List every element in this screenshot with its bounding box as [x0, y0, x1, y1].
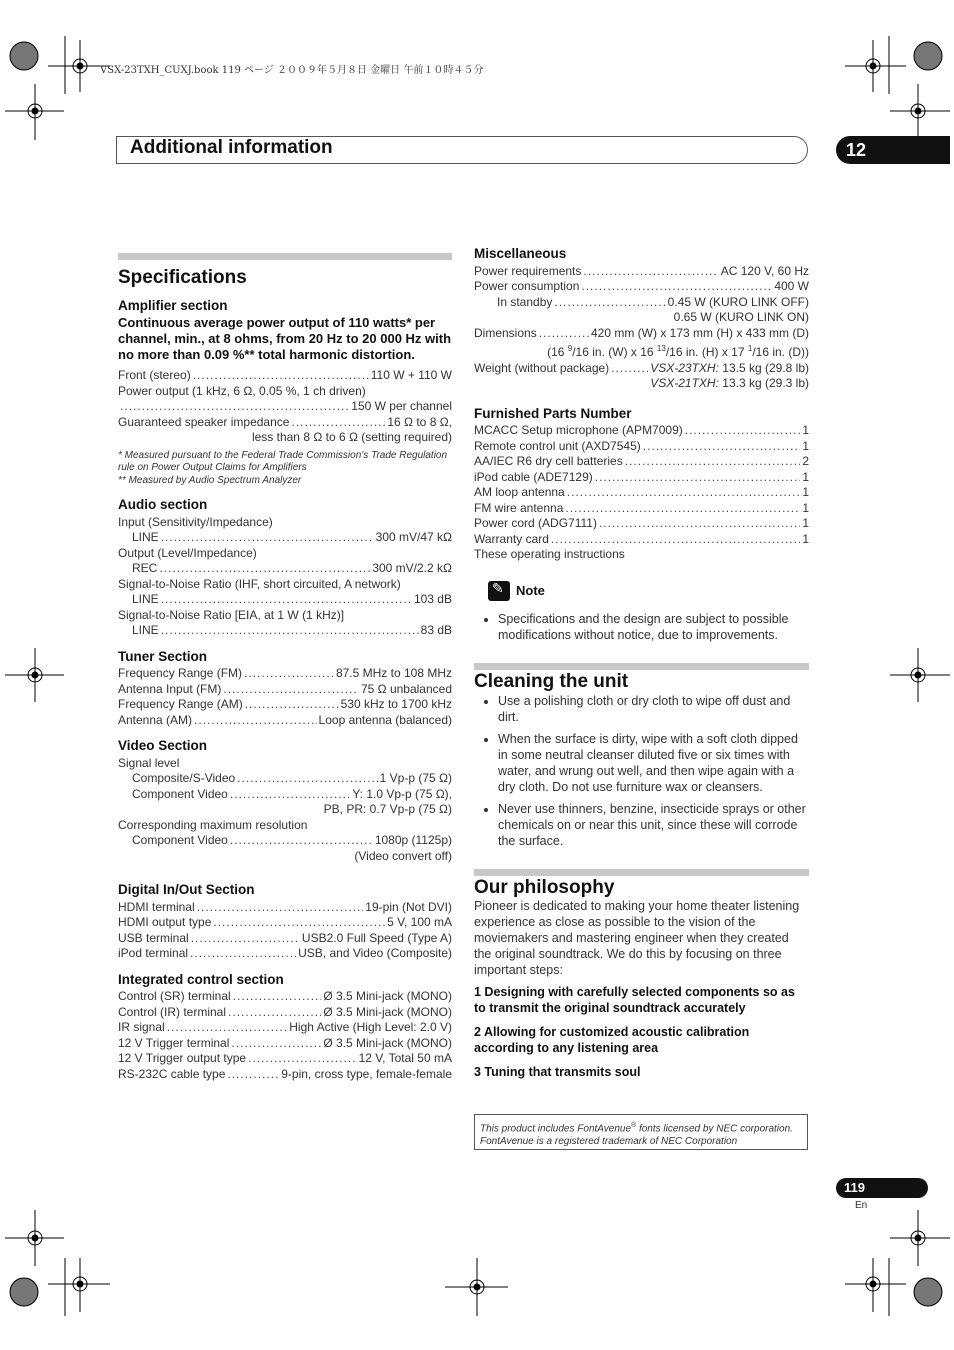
amplifier-lead: Continuous average power output of 110 watts* per channel, min., at 8 ohms, from 20 Hz to 20 000 Hz with no more than 0.09 %** total harmonic distortion.	[118, 315, 452, 362]
parts-row: MCACC Setup microphone (APM7009) ..... 1	[474, 423, 809, 439]
cleaning-list	[474, 693, 809, 849]
cleaning-heading: Cleaning the unit	[474, 670, 629, 692]
specifications-column	[118, 253, 452, 1082]
spec-row: Frequency Range (AM) ..... 530 kHz to 1700 kHz	[118, 697, 452, 713]
footnote: ** Measured by Audio Spectrum Analyzer	[118, 474, 302, 486]
specifications-heading: Specifications	[118, 267, 247, 288]
audio-heading: Audio section	[118, 497, 208, 512]
dimensions-inches: (16 $^9$/16 in. (W) x 16 $^{13}$/16 in. (H) x 17 $^1$/16 in. (D))	[547, 344, 809, 359]
spec-row: Component Video ..... 1080p (1125p)	[118, 833, 452, 849]
spec-row: Component Video ..... Y: 1.0 Vp-p (75 Ω),	[118, 787, 452, 803]
parts-row: AA/IEC R6 dry cell batteries ..... 2	[474, 454, 809, 470]
parts-row: Warranty card ..... 1	[474, 532, 809, 548]
spec-row: Power requirements ..... AC 120 V, 60 Hz	[474, 264, 809, 280]
spec-label: Power output (1 kHz, 6 Ω, 0.05 %, 1 ch driven)	[118, 383, 366, 398]
spec-row: LINE ..... 103 dB	[118, 592, 452, 608]
spec-row: In standby ..... 0.45 W (KURO LINK OFF)	[474, 295, 809, 311]
page-title: Additional information	[130, 137, 333, 158]
video-heading: Video Section	[118, 738, 208, 753]
spec-label: Signal-to-Noise Ratio (IHF, short circuited, A network)	[118, 576, 401, 591]
spec-row: LINE ..... 83 dB	[118, 623, 452, 639]
spec-row: USB terminal ..... USB2.0 Full Speed (Type A)	[118, 931, 452, 947]
philosophy-step: 3 Tuning that transmits soul	[474, 1064, 641, 1079]
spec-row: Dimensions ..... 420 mm (W) x 173 mm (H) x 433 mm (D)	[474, 326, 809, 342]
spec-row: 12 V Trigger output type ..... 12 V, Total 50 mA	[118, 1051, 452, 1067]
spec-row: Antenna Input (FM) ..... 75 Ω unbalanced	[118, 682, 452, 698]
spec-row: IR signal ..... High Active (High Level: 2.0 V)	[118, 1020, 452, 1036]
section-divider	[118, 253, 452, 260]
spec-row: Antenna (AM) ..... Loop antenna (balanced)	[118, 713, 452, 729]
spec-label: Output (Level/Impedance)	[118, 545, 257, 560]
spec-label: Input (Sensitivity/Impedance)	[118, 514, 273, 529]
parts-row: iPod cable (ADE7129) ..... 1	[474, 470, 809, 486]
spec-label: Signal level	[118, 755, 180, 770]
font-license-notice	[474, 1114, 808, 1150]
parts-row: Remote control unit (AXD7545) ..... 1	[474, 439, 809, 455]
control-heading: Integrated control section	[118, 971, 284, 987]
philosophy-intro: Pioneer is dedicated to making your home theater listening experience as close as possible to the vision of the moviemakers and mastering engineer when they created the original soundtrack. We do this by focusing on three important steps:	[474, 898, 800, 977]
note-pencil-icon	[488, 581, 510, 601]
spec-continuation: 0.65 W (KURO LINK ON)	[673, 310, 809, 324]
font-notice-line: This product includes FontAvenue® fonts licensed by NEC corporation.	[480, 1122, 793, 1135]
tuner-heading: Tuner Section	[118, 648, 208, 664]
philosophy-heading: Our philosophy	[474, 877, 615, 898]
cleaning-item: • Use a polishing cloth or dry cloth to wipe off dust and dirt.	[498, 693, 809, 725]
spec-continuation: less than 8 Ω to 6 Ω (setting required)	[251, 430, 452, 444]
spec-row: RS-232C cable type ..... 9-pin, cross type, female-female	[118, 1067, 452, 1083]
parts-list	[474, 423, 809, 547]
spec-row: iPod terminal ..... USB, and Video (Composite)	[118, 946, 452, 962]
philosophy-step: 1 Designing with carefully selected components so as to transmit the original soundtrack accurately	[474, 984, 795, 1015]
note-header	[488, 581, 809, 601]
parts-row: FM wire antenna ..... 1	[474, 501, 809, 517]
digital-heading: Digital In/Out Section	[118, 882, 255, 897]
language-code: En	[855, 1200, 868, 1211]
misc-heading: Miscellaneous	[474, 246, 567, 261]
spec-row: Control (SR) terminal ..... Ø 3.5 Mini-jack (MONO)	[118, 989, 452, 1005]
page-number: 119	[836, 1178, 928, 1198]
amplifier-heading: Amplifier section	[118, 297, 228, 313]
spec-row: HDMI terminal ..... 19-pin (Not DVI)	[118, 900, 452, 916]
spec-continuation: PB, PR: 0.7 Vp-p (75 Ω)	[323, 802, 452, 816]
spec-row: Weight (without package) ..... VSX-23TXH: 13.5 kg (29.8 lb)	[474, 361, 809, 377]
philosophy-step: 2 Allowing for customized acoustic calibration according to any listening area	[474, 1024, 750, 1055]
spec-row: Frequency Range (FM) ..... 87.5 MHz to 108 MHz	[118, 666, 452, 682]
parts-heading: Furnished Parts Number	[474, 405, 632, 421]
spec-row: 12 V Trigger terminal ..... Ø 3.5 Mini-jack (MONO)	[118, 1036, 452, 1052]
chapter-number: 12	[836, 136, 950, 164]
note-item: • Specifications and the design are subject to possible modifications without notice, due to improvements.	[498, 611, 809, 643]
spec-row: LINE ..... 300 mV/47 kΩ	[118, 530, 452, 546]
cleaning-item: • Never use thinners, benzine, insecticide sprays or other chemicals on or near this unit, since these will corrode the surface.	[498, 801, 809, 849]
parts-row: AM loop antenna ..... 1	[474, 485, 809, 501]
footnotes	[118, 450, 452, 488]
note-title: Note	[516, 582, 545, 598]
spec-label: Corresponding maximum resolution	[118, 817, 308, 832]
spec-continuation: (Video convert off)	[354, 848, 452, 863]
spec-row: Guaranteed speaker impedance ..... 16 Ω to 8 Ω,	[118, 415, 452, 431]
cleaning-item: • When the surface is dirty, wipe with a soft cloth dipped in some neutral cleanser diluted five or six times with water, and wrung out well, and then wipe again with a dry cloth. Do not use furniture wax or cleansers.	[498, 731, 809, 795]
spec-continuation: VSX-21TXH: 13.3 kg (29.3 lb)	[650, 376, 809, 390]
footnote: * Measured pursuant to the Federal Trade Commission’s Trade Regulation rule on Power Output Claims for Amplifiers	[118, 449, 448, 473]
spec-row: Control (IR) terminal ..... Ø 3.5 Mini-jack (MONO)	[118, 1005, 452, 1021]
parts-row: Power cord (ADG7111) ..... 1	[474, 516, 809, 532]
spec-row: REC ..... 300 mV/2.2 kΩ	[118, 561, 452, 577]
print-slug: VSX-23TXH_CUXJ.book 119 ページ ２００９年５月８日 金曜日 午前１０時４５分	[100, 65, 484, 76]
font-notice-line: FontAvenue is a registered trademark of NEC Corporation	[480, 1136, 738, 1148]
right-column	[474, 246, 809, 1088]
section-divider	[474, 663, 809, 670]
spec-row: Composite/S-Video ..... 1 Vp-p (75 Ω)	[118, 771, 452, 787]
section-divider	[474, 869, 809, 876]
note-list	[474, 611, 809, 643]
spec-row: Power consumption ..... 400 W	[474, 279, 809, 295]
spec-row: ..... 150 W per channel	[118, 399, 452, 415]
parts-last: These operating instructions	[474, 547, 625, 561]
spec-label: Signal-to-Noise Ratio [EIA, at 1 W (1 kHz)]	[118, 607, 345, 622]
spec-row: HDMI output type ..... 5 V, 100 mA	[118, 915, 452, 931]
spec-row: Front (stereo) ..... 110 W + 110 W	[118, 368, 452, 384]
